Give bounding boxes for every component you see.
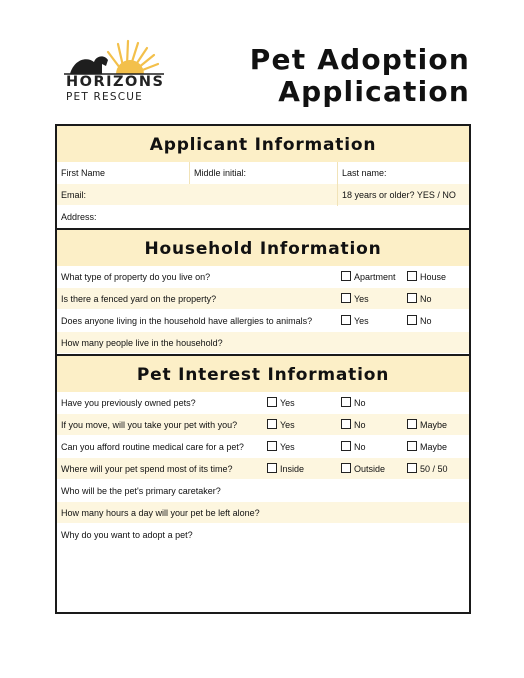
checkbox-option[interactable]: Yes: [267, 392, 295, 414]
address-field[interactable]: Address:: [61, 212, 97, 222]
checkbox-option[interactable]: Yes: [341, 310, 369, 332]
checkbox-option[interactable]: Yes: [267, 414, 295, 436]
checkbox-option[interactable]: Inside: [267, 458, 304, 480]
checkbox-icon[interactable]: [267, 419, 277, 429]
pet-interest-row: [57, 392, 469, 414]
household-question: Does anyone living in the household have allergies to animals?: [61, 316, 313, 326]
checkbox-option[interactable]: No: [341, 392, 366, 414]
pet-question: Why do you want to adopt a pet?: [61, 530, 193, 540]
pet-question[interactable]: Who will be the pet's primary caretaker?: [61, 486, 221, 496]
checkbox-icon[interactable]: [341, 441, 351, 451]
pet-interest-section-heading: Pet Interest Information: [57, 356, 469, 392]
pet-interest-row: [57, 414, 469, 436]
last-name-field[interactable]: Last name:: [337, 162, 470, 184]
household-section-heading: Household Information: [57, 230, 469, 266]
first-name-field[interactable]: First Name: [61, 168, 106, 178]
pet-question: Have you previously owned pets?: [61, 398, 196, 408]
pet-interest-row: [57, 480, 469, 502]
title-line-2: Application: [278, 75, 470, 108]
email-field[interactable]: Email:: [61, 190, 87, 200]
checkbox-icon[interactable]: [407, 315, 417, 325]
checkbox-option[interactable]: No: [341, 436, 366, 458]
pet-question[interactable]: How many hours a day will your pet be left alone?: [61, 508, 260, 518]
checkbox-icon[interactable]: [341, 293, 351, 303]
checkbox-option[interactable]: House: [407, 266, 446, 288]
logo-subtitle: PET RESCUE: [66, 91, 143, 103]
pet-question: Where will your pet spend most of its time?: [61, 464, 233, 474]
household-question: What type of property do you live on?: [61, 272, 211, 282]
checkbox-icon[interactable]: [407, 463, 417, 473]
checkbox-option[interactable]: 50 / 50: [407, 458, 448, 480]
pet-interest-row: [57, 502, 469, 524]
pet-question: If you move, will you take your pet with you?: [61, 420, 238, 430]
title-line-1: Pet Adoption: [249, 43, 470, 76]
checkbox-icon[interactable]: [341, 397, 351, 407]
checkbox-icon[interactable]: [341, 271, 351, 281]
household-row: [57, 266, 469, 288]
middle-initial-field[interactable]: Middle initial:: [189, 162, 340, 184]
applicant-section-heading: Applicant Information: [57, 126, 469, 162]
pet-interest-row: [57, 458, 469, 480]
email-row: [57, 184, 469, 206]
household-row: [57, 288, 469, 310]
pet-interest-row: [57, 436, 469, 458]
checkbox-icon[interactable]: [341, 463, 351, 473]
pet-question: Can you afford routine medical care for a pet?: [61, 442, 244, 452]
checkbox-icon[interactable]: [267, 397, 277, 407]
checkbox-option[interactable]: Maybe: [407, 414, 447, 436]
checkbox-icon[interactable]: [341, 419, 351, 429]
logo: [60, 38, 170, 108]
logo-name: HORIZONS: [66, 74, 165, 90]
checkbox-option[interactable]: Maybe: [407, 436, 447, 458]
address-row: [57, 206, 469, 228]
age-question[interactable]: 18 years or older? YES / NO: [337, 184, 470, 206]
checkbox-icon[interactable]: [407, 419, 417, 429]
checkbox-option[interactable]: No: [407, 310, 432, 332]
checkbox-icon[interactable]: [407, 293, 417, 303]
page-title: [250, 44, 470, 108]
application-form: [55, 124, 471, 614]
checkbox-option[interactable]: Outside: [341, 458, 385, 480]
checkbox-icon[interactable]: [267, 463, 277, 473]
adopt-reason-area[interactable]: [57, 524, 469, 612]
household-row: [57, 310, 469, 332]
sun-dog-icon: [60, 38, 170, 78]
household-question[interactable]: How many people live in the household?: [61, 338, 223, 348]
checkbox-option[interactable]: No: [341, 414, 366, 436]
household-row: [57, 332, 469, 354]
checkbox-option[interactable]: Yes: [267, 436, 295, 458]
household-question: Is there a fenced yard on the property?: [61, 294, 217, 304]
checkbox-icon[interactable]: [267, 441, 277, 451]
checkbox-option[interactable]: Apartment: [341, 266, 396, 288]
name-row: [57, 162, 469, 184]
checkbox-icon[interactable]: [341, 315, 351, 325]
checkbox-icon[interactable]: [407, 271, 417, 281]
checkbox-option[interactable]: No: [407, 288, 432, 310]
checkbox-icon[interactable]: [407, 441, 417, 451]
checkbox-option[interactable]: Yes: [341, 288, 369, 310]
